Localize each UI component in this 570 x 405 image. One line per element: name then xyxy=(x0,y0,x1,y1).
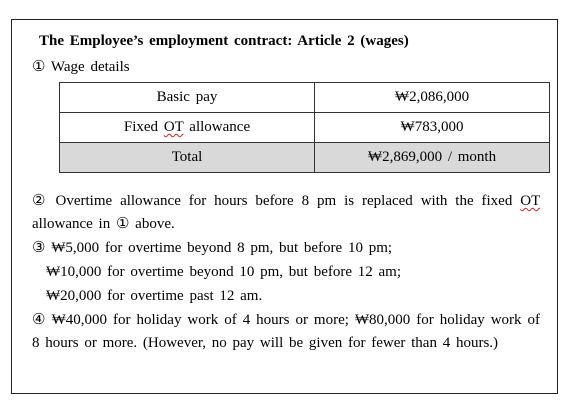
wage-details-heading: ① Wage details xyxy=(32,59,130,75)
label-suffix: allowance xyxy=(183,119,251,135)
contract-article-box xyxy=(11,19,558,394)
note-item-2-part-b: allowance in ① above. xyxy=(32,216,175,232)
fixed-ot-allowance-value: ₩783,000 xyxy=(315,113,550,143)
table-row-total xyxy=(60,143,550,173)
fixed-ot-allowance-label xyxy=(60,113,315,143)
spellcheck-flagged-word: OT xyxy=(163,119,184,135)
note-item-3-line-2: ₩10,000 for overtime beyond 10 pm, but before 12 am; xyxy=(46,264,402,280)
note-item-2-part-a: ② Overtime allowance for hours before 8 pm is replaced with the fixed xyxy=(32,193,521,209)
table-row xyxy=(60,83,550,113)
wage-notes xyxy=(32,190,540,355)
label-prefix: Fixed xyxy=(123,119,164,135)
table-row xyxy=(60,113,550,143)
basic-pay-label: Basic pay xyxy=(60,83,315,113)
note-item-3-line-3: ₩20,000 for overtime past 12 am. xyxy=(46,288,263,304)
basic-pay-value: ₩2,086,000 xyxy=(315,83,550,113)
note-item-3-line-1: ③ ₩5,000 for overtime beyond 8 pm, but before 10 pm; xyxy=(32,240,393,256)
note-item-4: ④ ₩40,000 for holiday work of 4 hours or more; ₩80,000 for holiday work of 8 hours or more. (However, no pay will be given for fewer than 4 hours.) xyxy=(32,312,540,351)
wage-table xyxy=(59,82,550,173)
total-value: ₩2,869,000 / month xyxy=(315,143,550,173)
total-label: Total xyxy=(60,143,315,173)
article-title: The Employee’s employment contract: Article 2 (wages) xyxy=(39,33,409,49)
note-item-2 xyxy=(32,190,540,236)
spellcheck-flagged-word: OT xyxy=(520,193,540,209)
